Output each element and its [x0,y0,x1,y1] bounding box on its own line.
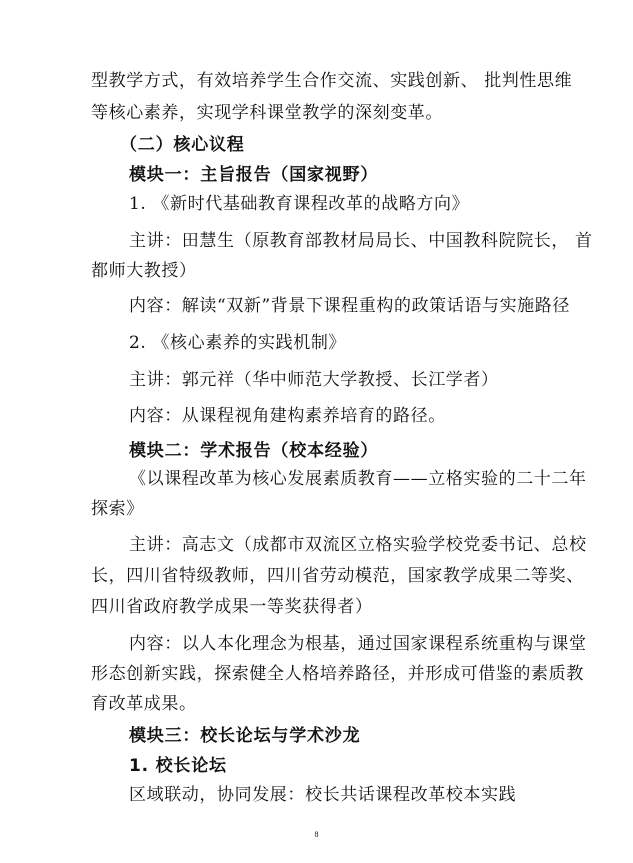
paragraph-line: 区域联动，协同发展：校长共话课程改革校本实践 [129,785,517,805]
content-line: 形态创新实践，探索健全人格培养路径，并形成可借鉴的素质教 [91,664,584,684]
module-heading: 模块三：校长论坛与学术沙龙 [129,726,361,746]
content-line: 内容：以人本化理念为根基，通过国家课程系统重构与课堂 [129,634,587,654]
paragraph-line: 等核心素养，实现学科课堂教学的深刻变革。 [91,103,443,123]
content-line: 育改革成果。 [91,694,197,714]
content-line: 内容：从课程视角建构素养培育的路径。 [129,406,446,426]
speaker-line: 主讲：田慧生（原教育部教材局局长、中国教科院院长， 首 [129,231,593,251]
speaker-line: 主讲：郭元祥（华中师范大学教授、长江学者） [129,370,499,390]
section-heading: （二）核心议程 [120,135,245,155]
paragraph-line: 型教学方式，有效培养学生合作交流、实践创新、 批判性思维 [91,71,573,91]
subsection-heading: 1. 校长论坛 [129,756,227,776]
report-title: 2. 《核心素养的实践机制》 [129,333,347,353]
module-heading: 模块二：学术报告（校本经验） [129,441,379,461]
report-title: 《以课程改革为核心发展素质教育——立格实验的二十二年 [129,469,587,489]
speaker-line: 主讲：高志文（成都市双流区立格实验学校党委书记、总校 [129,535,587,555]
content-line: 内容：解读“双新”背景下课程重构的政策话语与实施路径 [129,296,570,316]
report-title: 探索》 [91,499,144,519]
speaker-line: 四川省政府教学成果一等奖获得者） [91,597,373,617]
speaker-line: 长，四川省特级教师，四川省劳动模范，国家教学成果二等奖、 [91,566,584,586]
module-heading: 模块一：主旨报告（国家视野） [129,165,379,185]
speaker-line: 都师大教授） [91,261,197,281]
page-number: 8 [314,830,319,839]
report-title: 1. 《新时代基础教育课程改革的战略方向》 [129,194,470,214]
